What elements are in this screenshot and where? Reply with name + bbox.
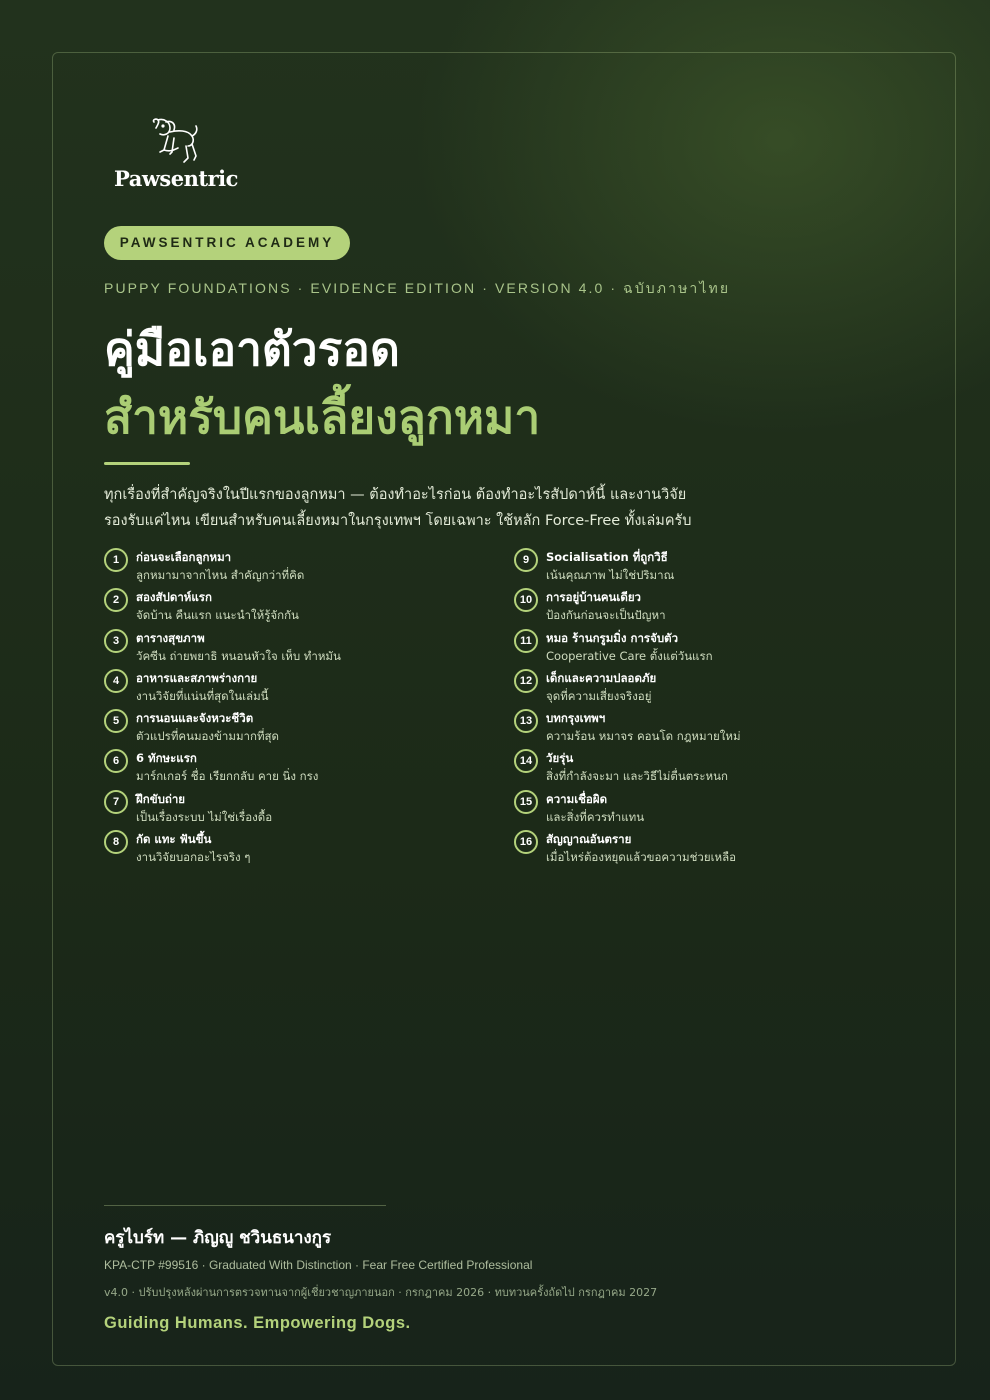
chapter-title: การนอนและจังหวะชีวิต xyxy=(136,711,254,726)
intro-line-1: ทุกเรื่องที่สำคัญจริงในปีแรกของลูกหมา — ต้องทำอะไรก่อน ต้องทำอะไรสัปดาห์นี้ และงานวิจัย xyxy=(104,487,687,503)
chapter-subtitle: สิ่งที่กำลังจะมา และวิธีไม่ตื่นตระหนก xyxy=(546,769,728,784)
chapter-item xyxy=(514,548,894,588)
title-line-1: คู่มือเอาตัวรอด xyxy=(104,322,400,376)
chapter-title: ตารางสุขภาพ xyxy=(136,630,205,645)
author-name: ครูไบร์ท — ภิญญู ชวินธนางกูร xyxy=(104,1228,332,1248)
chapter-subtitle: ป้องกันก่อนจะเป็นปัญหา xyxy=(546,608,666,623)
chapter-title: 6 ทักษะแรก xyxy=(136,751,197,766)
chapter-subtitle: มาร์กเกอร์ ชื่อ เรียกกลับ คาย นิ่ง กรง xyxy=(136,769,319,784)
dog-line-icon xyxy=(148,116,204,168)
chapter-list-right xyxy=(514,548,894,870)
chapter-subtitle: วัคซีน ถ่ายพยาธิ หนอนหัวใจ เห็บ ทำหมัน xyxy=(136,648,341,663)
chapter-number: 7 xyxy=(104,790,128,814)
author-credentials: KPA-CTP #99516 · Graduated With Distinction · Fear Free Certified Professional xyxy=(104,1258,533,1272)
intro-line-2: รองรับแค่ไหน เขียนสำหรับคนเลี้ยงหมาในกรุงเทพฯ โดยเฉพาะ ใช้หลัก Force-Free ทั้งเล่มครับ xyxy=(104,513,692,529)
chapter-title: วัยรุ่น xyxy=(546,751,574,766)
brand-name: Pawsentric xyxy=(114,166,238,191)
chapter-title: ฝึกขับถ่าย xyxy=(136,791,186,806)
chapter-number: 10 xyxy=(514,588,538,612)
academy-badge: PAWSENTRIC ACADEMY xyxy=(104,226,350,260)
chapter-subtitle: จุดที่ความเสี่ยงจริงอยู่ xyxy=(546,688,652,703)
footer-divider xyxy=(104,1205,386,1206)
chapter-subtitle: เน้นคุณภาพ ไม่ใช่ปริมาณ xyxy=(546,568,675,582)
chapter-title: ความเชื่อผิด xyxy=(546,791,608,806)
chapter-subtitle: ความร้อน หมาจร คอนโด กฎหมายใหม่ xyxy=(546,729,741,744)
chapter-number: 1 xyxy=(104,548,128,572)
chapter-item xyxy=(514,629,894,669)
chapter-list-left xyxy=(104,548,484,870)
chapter-title: หมอ ร้านกรูมมิ่ง การจับตัว xyxy=(546,630,679,645)
chapter-title: สองสัปดาห์แรก xyxy=(136,590,212,605)
title-line-2: สำหรับคนเลี้ยงลูกหมา xyxy=(104,390,541,444)
brand-logo xyxy=(114,116,238,191)
chapter-title: Socialisation ที่ถูกวิธี xyxy=(546,550,668,564)
chapter-subtitle: ลูกหมามาจากไหน สำคัญกว่าที่คิด xyxy=(136,568,305,582)
chapter-number: 2 xyxy=(104,588,128,612)
chapter-subtitle: ตัวแปรที่คนมองข้ามมากที่สุด xyxy=(136,729,280,744)
chapter-item xyxy=(514,790,894,830)
chapter-item xyxy=(104,749,484,789)
chapter-item xyxy=(104,548,484,588)
version-note: v4.0 · ปรับปรุงหลังผ่านการตรวจทานจากผู้เชี่ยวชาญภายนอก · กรกฎาคม 2026 · ทบทวนครั้งถัดไป กรกฎาคม 2027 xyxy=(104,1286,658,1299)
chapter-subtitle: เป็นเรื่องระบบ ไม่ใช่เรื่องดื้อ xyxy=(136,809,273,824)
chapter-item xyxy=(514,669,894,709)
chapter-title: บทกรุงเทพฯ xyxy=(546,711,606,726)
chapter-number: 15 xyxy=(514,790,538,814)
chapter-title: กัด แทะ ฟันขึ้น xyxy=(136,832,212,847)
chapter-item xyxy=(514,709,894,749)
edition-line: PUPPY FOUNDATIONS · EVIDENCE EDITION · VERSION 4.0 · ฉบับภาษาไทย xyxy=(104,280,731,296)
chapter-item xyxy=(514,749,894,789)
chapter-title: สัญญาณอันตราย xyxy=(546,832,632,847)
chapter-subtitle: และสิ่งที่ควรทำแทน xyxy=(546,809,645,824)
chapter-number: 9 xyxy=(514,548,538,572)
chapter-item xyxy=(104,629,484,669)
chapter-number: 3 xyxy=(104,629,128,653)
chapter-item xyxy=(104,588,484,628)
chapter-item xyxy=(104,709,484,749)
chapter-item xyxy=(514,830,894,870)
chapter-item xyxy=(514,588,894,628)
chapter-title: เด็กและความปลอดภัย xyxy=(546,670,657,685)
chapter-number: 4 xyxy=(104,669,128,693)
chapter-subtitle: เมื่อไหร่ต้องหยุดแล้วขอความช่วยเหลือ xyxy=(546,850,737,865)
intro-paragraph xyxy=(104,482,724,534)
chapter-number: 5 xyxy=(104,709,128,733)
chapter-title: การอยู่บ้านคนเดียว xyxy=(546,590,642,605)
chapter-number: 12 xyxy=(514,669,538,693)
chapter-title: อาหารและสภาพร่างกาย xyxy=(136,670,258,685)
chapter-item xyxy=(104,669,484,709)
chapter-subtitle: จัดบ้าน คืนแรก แนะนำให้รู้จักกัน xyxy=(136,608,299,623)
chapter-number: 16 xyxy=(514,830,538,854)
chapter-subtitle: Cooperative Care ตั้งแต่วันแรก xyxy=(546,648,713,663)
chapter-subtitle: งานวิจัยที่แน่นที่สุดในเล่มนี้ xyxy=(136,688,269,703)
chapter-title: ก่อนจะเลือกลูกหมา xyxy=(136,550,232,564)
chapter-subtitle: งานวิจัยบอกอะไรจริง ๆ xyxy=(136,850,251,865)
brand-tagline: Guiding Humans. Empowering Dogs. xyxy=(104,1314,411,1332)
title-accent-line xyxy=(104,462,190,465)
chapter-number: 6 xyxy=(104,749,128,773)
chapter-number: 11 xyxy=(514,629,538,653)
chapter-number: 14 xyxy=(514,749,538,773)
chapter-number: 13 xyxy=(514,709,538,733)
chapter-item xyxy=(104,790,484,830)
chapter-number: 8 xyxy=(104,830,128,854)
chapter-item xyxy=(104,830,484,870)
